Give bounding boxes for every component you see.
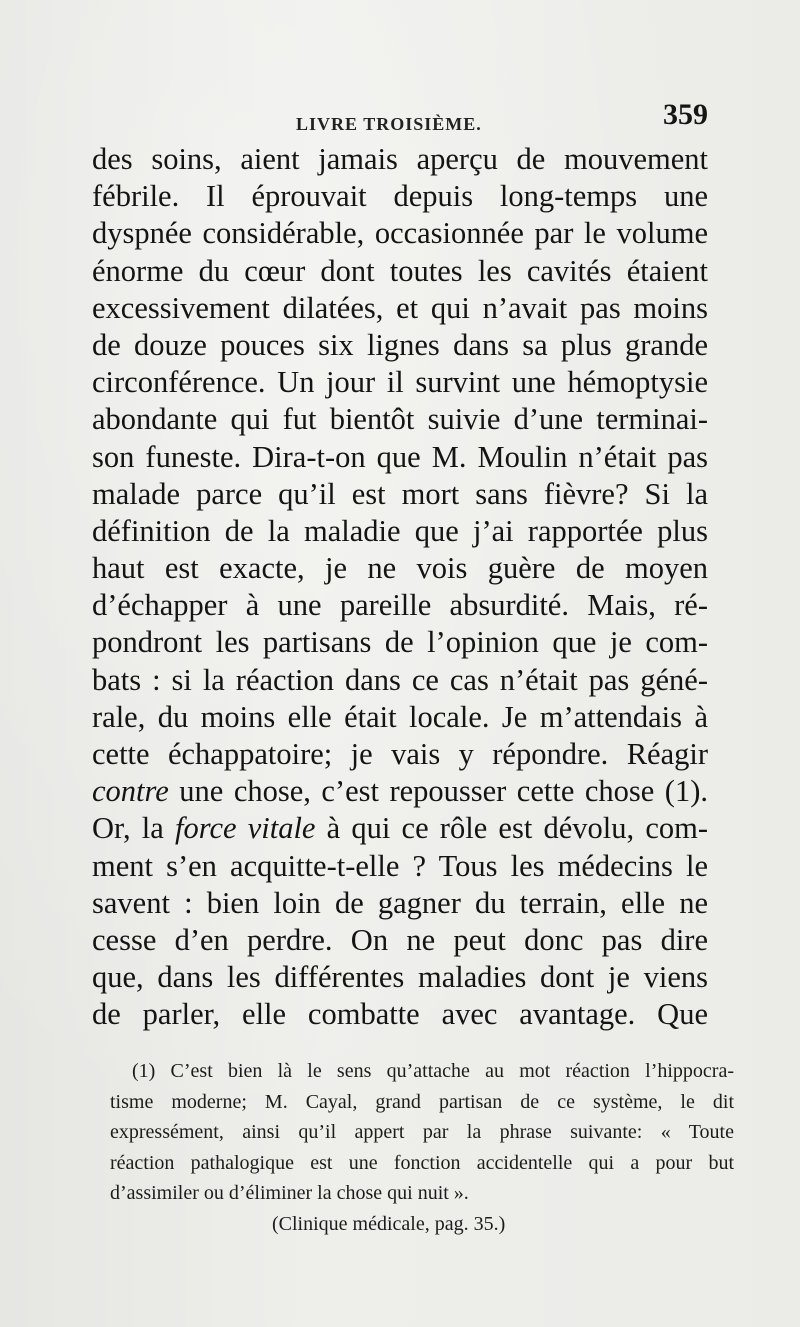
line-text: à qui ce rôle est dévolu, com- <box>315 811 708 846</box>
text-line: rale, du moins elle était locale. Je m’attendais à <box>92 699 708 734</box>
page-header <box>96 98 708 138</box>
text-line: son funeste. Dira-t-on que M. Moulin n’était pas <box>92 439 708 474</box>
running-title: LIVRE TROISIÈME. <box>296 114 482 134</box>
footnote-line: tisme moderne; M. Cayal, grand partisan de ce système, le dit <box>110 1090 734 1113</box>
footnote-source: (Clinique médicale, pag. 35.) <box>272 1212 506 1235</box>
text-line: de parler, elle combatte avec avantage. Que <box>92 997 708 1032</box>
footnote-line: (1) C’est bien là le sens qu’attache au mot réaction l’hippocra- <box>132 1060 734 1082</box>
text-line: malade parce qu’il est mort sans fièvre? Si la <box>92 476 708 511</box>
text-line: énorme du cœur dont toutes les cavités étaient <box>92 253 708 288</box>
text-line: pondront les partisans de l’opinion que je com- <box>92 625 708 660</box>
text-line: d’échapper à une pareille absurdité. Mais, ré- <box>92 588 708 623</box>
text-line: cesse d’en perdre. On ne peut donc pas dire <box>92 922 708 957</box>
text-line: définition de la maladie que j’ai rapportée plus <box>92 513 708 548</box>
line-text: Or, la <box>92 811 175 846</box>
text-line: excessivement dilatées, et qui n’avait pas moins <box>92 290 708 325</box>
text-line: ment s’en acquitte-t-elle ? Tous les médecins le <box>92 848 708 883</box>
text-line: haut est exacte, je ne vois guère de moyen <box>92 551 708 586</box>
main-text <box>92 141 708 1034</box>
text-line: circonférence. Un jour il survint une hémoptysie <box>92 365 708 400</box>
text-line: cette échappatoire; je vais y répondre. Réagir <box>92 737 708 771</box>
text-line: des soins, aient jamais aperçu de mouvement <box>92 142 708 176</box>
text-line: de douze pouces six lignes dans sa plus grande <box>92 327 708 362</box>
text-line: dyspnée considérable, occasionnée par le volume <box>92 216 708 251</box>
line-text: une chose, c’est repousser cette chose (1). <box>168 774 708 809</box>
text-line: savent : bien loin de gagner du terrain, elle ne <box>92 885 708 920</box>
text-line-with-italic <box>92 810 708 847</box>
footnote-line: d’assimiler ou d’éliminer la chose qui nuit ». <box>110 1182 469 1204</box>
italic-phrase: force vitale <box>174 811 316 846</box>
footnote <box>110 1056 734 1239</box>
italic-word: contre <box>92 774 169 809</box>
text-line: abondante qui fut bientôt suivie d’une terminai- <box>92 402 708 437</box>
text-line: bats : si la réaction dans ce cas n’était pas géné- <box>92 662 708 697</box>
footnote-line: expressément, ainsi qu’il appert par la phrase suivante: « Toute <box>110 1121 734 1143</box>
footnote-line: réaction pathalogique est une fonction accidentelle qui a pour but <box>110 1151 734 1174</box>
text-line-with-italic <box>92 773 708 810</box>
page-number: 359 <box>663 98 708 131</box>
text-line: fébrile. Il éprouvait depuis long-temps une <box>92 179 708 214</box>
text-line: que, dans les différentes maladies dont je viens <box>92 960 708 995</box>
